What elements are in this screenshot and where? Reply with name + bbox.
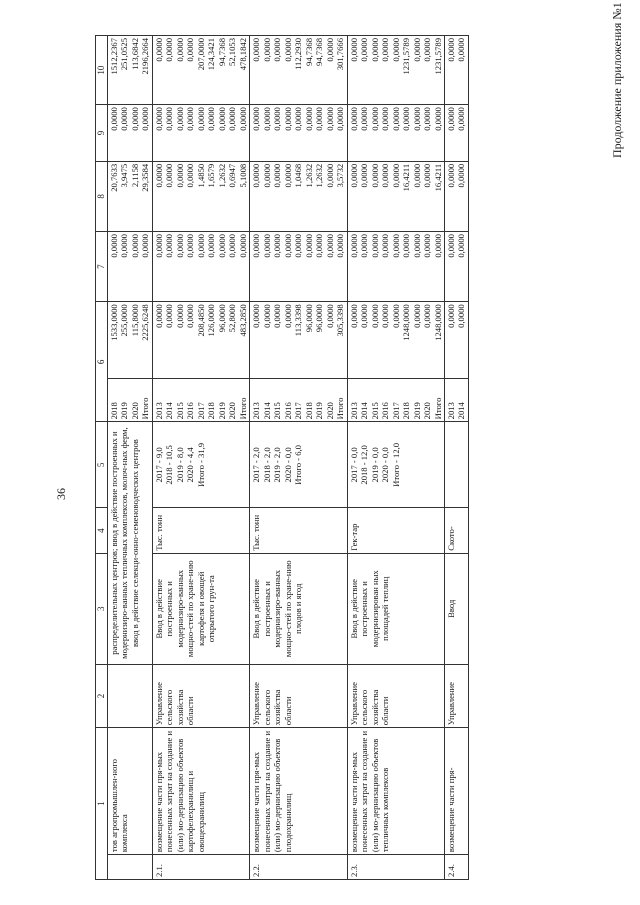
years: 2013 2014 2015 2016 2017 2018 2019 2020 Итого (347, 379, 444, 422)
col-8-values: 0,0000 0,0000 0,0000 0,0000 1,0468 1,2632 1,2632 0,0000 3,5732 (250, 161, 347, 231)
years: 2013 2014 2015 2016 2017 2018 2019 2020 Итого (250, 379, 347, 422)
header-col-10: 10 (96, 36, 108, 105)
col-10-values: 0,0000 0,0000 0,0000 0,0000 112,2930 94,7368 94,7368 0,0000 301,7666 (250, 36, 347, 105)
col-6-values: 1533,0000 255,0000 115,8000 2225,6248 (107, 302, 152, 379)
col-10-values: 0,0000 0,0000 (444, 36, 468, 105)
header-col-8: 8 (96, 161, 108, 231)
header-col-3: 3 (96, 553, 108, 664)
measure-name: возмещение части пря-мых понесенных затрат на создание и (или) мо-дернизацию объектов тепличных комплексов (347, 728, 444, 855)
measure-name: возмещение части пря-мых понесенных затрат на создание и (или) мо-дернизацию объектов картофелехранилищ и овощехранилищ (152, 728, 249, 855)
measure-name: возмещение части пря-мых понесенных затрат на создание и (или) мо-дернизацию объектов плодохранилищ (250, 728, 347, 855)
executor (107, 664, 152, 727)
col-10-values: 1512,2367 251,0525 113,6842 2196,2664 (107, 36, 152, 105)
indicator-values (444, 422, 468, 508)
years: 2013 2014 (444, 379, 468, 422)
header-col-1: 1 (96, 728, 108, 880)
indicator-name: Ввод (444, 553, 468, 664)
continuation-heading: Продолжение приложения №1 (610, 2, 624, 158)
col-9-values: 0,0000 0,0000 0,0000 0,0000 0,0000 0,0000 0,0000 0,0000 0,0000 (250, 105, 347, 162)
col-6-values: 0,0000 0,0000 (444, 302, 468, 379)
col-9-values: 0,0000 0,0000 0,0000 0,0000 0,0000 0,0000 0,0000 0,0000 0,0000 (152, 105, 249, 162)
page-number: 36 (54, 488, 68, 500)
years: 2018 2019 2020 Итого (107, 379, 152, 422)
rotated-table-container (95, 35, 595, 880)
table-row (347, 36, 444, 880)
executor: Управление сельского хозяйства области (250, 664, 347, 727)
indicator-name: Ввод в действие построенных и модернизиро-ванных мощно-стей по хране-нию плодов и ягод (250, 553, 347, 664)
col-6-values: 0,0000 0,0000 0,0000 0,0000 208,4850 126,0000 96,0000 52,8000 483,2850 (152, 302, 249, 379)
unit: Гек-тар (347, 508, 444, 553)
years: 2013 2014 2015 2016 2017 2018 2019 2020 Итого (152, 379, 249, 422)
col-9-values: 0,0000 0,0000 0,0000 0,0000 (107, 105, 152, 162)
indicator-name: Ввод в действие построенных и модернизирован ных площадей теплиц (347, 553, 444, 664)
col-8-values: 20,7633 3,9475 2,1158 29,3584 (107, 161, 152, 231)
col-8-values: 0,0000 0,0000 0,0000 0,0000 0,0000 16,4211 0,0000 0,0000 16,4211 (347, 161, 444, 231)
indicator-values: 2017 - 0,0 2018 - 12,0 2019 - 0,0 2020 - 0,0 Итого - 12,0 (347, 422, 444, 508)
col-10-values: 0,0000 0,0000 0,0000 0,0000 0,0000 1231,5789 0,0000 0,0000 1231,5789 (347, 36, 444, 105)
col-6-values: 0,0000 0,0000 0,0000 0,0000 0,0000 1248,0000 0,0000 0,0000 1248,0000 (347, 302, 444, 379)
header-col-4: 4 (96, 508, 108, 553)
measure-name: тов агропромышлен-ного комплекса (107, 728, 152, 855)
col-6-values: 0,0000 0,0000 0,0000 0,0000 113,3398 96,0000 96,0000 0,0000 305,3398 (250, 302, 347, 379)
unit: Тыс. тонн (250, 508, 347, 553)
executor: Управление сельского хозяйства области (152, 664, 249, 727)
header-col-7: 7 (96, 232, 108, 302)
executor: Управление сельского хозяйства области (347, 664, 444, 727)
col-9-values: 0,0000 0,0000 (444, 105, 468, 162)
col-7-values: 0,0000 0,0000 0,0000 0,0000 (107, 232, 152, 302)
row-number: 2.1. (152, 855, 249, 880)
header-row (96, 36, 108, 880)
row-number: 2.4. (444, 855, 468, 880)
unit: Тыс. тонн (152, 508, 249, 553)
col-7-values: 0,0000 0,0000 0,0000 0,0000 0,0000 0,0000 0,0000 0,0000 0,0000 (250, 232, 347, 302)
table-row (250, 36, 347, 880)
col-9-values: 0,0000 0,0000 0,0000 0,0000 0,0000 0,0000 0,0000 0,0000 0,0000 (347, 105, 444, 162)
col-7-values: 0,0000 0,0000 (444, 232, 468, 302)
col-8-values: 0,0000 0,0000 (444, 161, 468, 231)
col-7-values: 0,0000 0,0000 0,0000 0,0000 0,0000 0,0000 0,0000 0,0000 0,0000 (152, 232, 249, 302)
header-col-9: 9 (96, 105, 108, 162)
table-row (152, 36, 249, 880)
row-number: 2.3. (347, 855, 444, 880)
continuation-row (107, 36, 152, 880)
indicator-name: Ввод в действие построенных и модернизиро-ванных мощно-стей по хране-нию картофеля и овощей открытого грун-та (152, 553, 249, 664)
col-8-values: 0,0000 0,0000 0,0000 0,0000 1,4850 1,6579 1,2632 0,6947 5,1008 (152, 161, 249, 231)
indicator-values: 2017 - 2,0 2018 - 2,0 2019 - 2,0 2020 - 0,0 Итого - 6,0 (250, 422, 347, 508)
col-10-values: 0,0000 0,0000 0,0000 0,0000 207,0000 124,3421 94,7368 52,1053 478,1842 (152, 36, 249, 105)
indicator-values: 2017 - 9,0 2018 - 10,5 2019 - 8,0 2020 - 4,4 Итого - 31,9 (152, 422, 249, 508)
header-col-2: 2 (96, 664, 108, 727)
measure-name: возмещение части пря- (444, 728, 468, 855)
indicator-description: распределительных центров; ввод в действие построенных и модернизиро-ванных тепличных комплексов, молоч-ных ферм, ввод в действие селекци-онно-семеноводческих центров (107, 422, 152, 664)
unit: Ското- (444, 508, 468, 553)
table-row (444, 36, 468, 880)
header-col-5: 5 (96, 422, 108, 508)
header-col-6: 6 (96, 302, 108, 422)
executor: Управление (444, 664, 468, 727)
program-table (95, 35, 469, 880)
col-7-values: 0,0000 0,0000 0,0000 0,0000 0,0000 0,0000 0,0000 0,0000 0,0000 (347, 232, 444, 302)
row-number: 2.2. (250, 855, 347, 880)
row-number (107, 855, 152, 880)
